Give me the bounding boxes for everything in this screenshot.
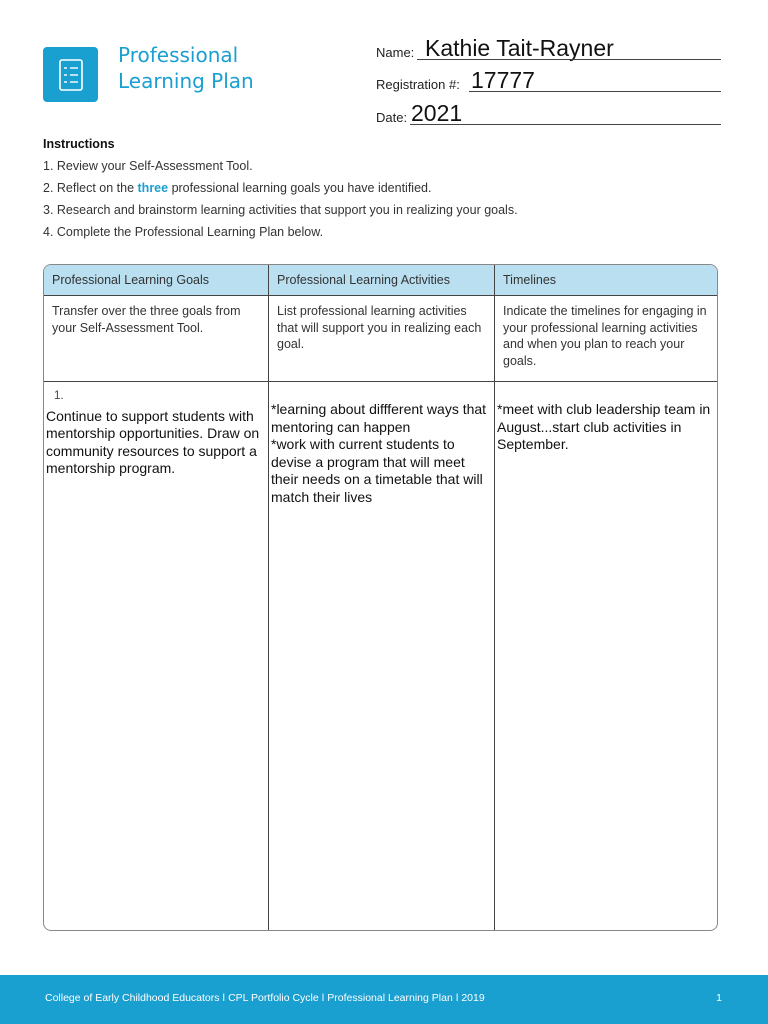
goal-cell-1[interactable] — [44, 382, 268, 484]
timelines-column — [495, 265, 717, 930]
date-label: Date: — [376, 110, 408, 125]
date-underline — [410, 124, 721, 125]
name-label: Name: — [376, 45, 415, 60]
checklist-icon — [59, 59, 83, 91]
activity-item[interactable]: *work with current students to devise a program that will meet their needs on a timetable that will match their lives — [271, 436, 483, 505]
registration-value[interactable]: 17777 — [471, 67, 535, 93]
footer — [0, 975, 768, 1024]
goal-number: 1. — [54, 390, 64, 402]
logo — [43, 47, 98, 102]
step-2-text-end: professional learning goals you have identified. — [168, 181, 432, 195]
instruction-step-3: 3. Research and brainstorm learning activities that support you in realizing your goals. — [43, 203, 518, 217]
learning-plan-table — [43, 264, 718, 931]
goal-text[interactable]: Continue to support students with mentorship opportunities. Draw on community resources to support a mentorship program. — [46, 407, 260, 476]
name-field[interactable] — [376, 32, 721, 60]
registration-field[interactable] — [376, 64, 721, 92]
timelines-header: Timelines — [495, 265, 717, 296]
activity-item[interactable]: *learning about diffferent ways that mentoring can happen — [271, 401, 487, 435]
instructions-heading: Instructions — [43, 137, 115, 151]
page-title — [118, 42, 254, 94]
activities-header: Professional Learning Activities — [269, 265, 494, 296]
instruction-step-2 — [43, 177, 518, 199]
goals-description: Transfer over the three goals from your Self-Assessment Tool. — [44, 296, 268, 382]
instruction-step-4: 4. Complete the Professional Learning Plan below. — [43, 225, 324, 239]
goals-column — [44, 265, 269, 930]
date-field[interactable] — [376, 97, 721, 125]
timeline-text[interactable]: *meet with club leadership team in August...start club activities in September. — [497, 401, 711, 452]
activities-cell-1[interactable] — [269, 382, 494, 512]
name-value[interactable]: Kathie Tait-Rayner — [425, 35, 614, 61]
timelines-description: Indicate the timelines for engaging in your professional learning activities and when you plan to reach your goals. — [495, 296, 717, 382]
instruction-step-1: 1. Review your Self-Assessment Tool. — [43, 159, 253, 173]
title-line-1: Professional — [118, 43, 239, 67]
activities-description: List professional learning activities that will support you in realizing each goal. — [269, 296, 494, 382]
timeline-cell-1[interactable] — [495, 382, 717, 460]
goals-header: Professional Learning Goals — [44, 265, 268, 296]
name-underline — [417, 59, 721, 60]
highlighted-word: three — [137, 181, 169, 195]
title-line-2: Learning Plan — [118, 69, 254, 93]
registration-underline — [469, 91, 721, 92]
activities-column — [269, 265, 495, 930]
instructions — [43, 137, 518, 243]
page-number: 1 — [716, 992, 722, 1004]
step-2-text-start: 2. Reflect on the — [43, 181, 138, 195]
footer-text: College of Early Childhood Educators ǀ CPL Portfolio Cycle ǀ Professional Learning Plan ǀ 2019 — [45, 992, 485, 1004]
date-value[interactable]: 2021 — [411, 100, 463, 126]
registration-label: Registration #: — [376, 77, 460, 92]
